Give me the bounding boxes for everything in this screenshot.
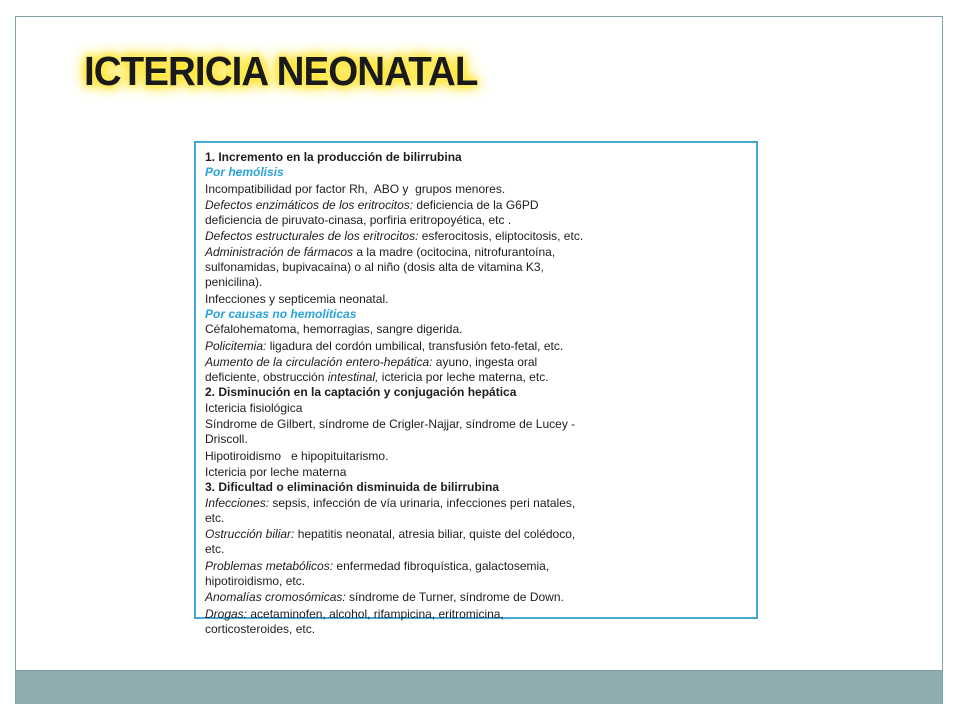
infecciones-3-text: sepsis, infección de vía urinaria, infecciones peri natales, — [269, 495, 576, 510]
anomalias-item — [205, 590, 756, 605]
footer-bar — [16, 670, 942, 704]
farmacos-item-cont-2: penicilina). — [205, 275, 263, 290]
enzim-text: deficiencia de la G6PD — [413, 197, 539, 212]
circulacion-text-b: intestinal, — [327, 370, 379, 385]
anomalias-text: síndrome de Turner, síndrome de Down. — [345, 590, 564, 605]
gilbert-item: Síndrome de Gilbert, síndrome de Crigler-Najjar, síndrome de Lucey - — [205, 417, 576, 432]
policitemia-label: Policitemia: — [205, 338, 267, 353]
estruct-text: esferocitosis, eliptocitosis, etc. — [418, 229, 584, 244]
metabolicos-label: Problemas metabólicos: — [205, 558, 334, 573]
anomalias-label: Anomalías cromosómicas: — [205, 590, 346, 605]
obstruccion-item-cont: etc. — [205, 542, 225, 557]
farmacos-item-cont-1: sulfonamidas, bupivacaína) o al niño (dosis alta de vitamina K3, — [205, 260, 544, 275]
metabolicos-item — [205, 559, 756, 574]
farmacos-item — [205, 245, 756, 260]
estruct-item — [205, 229, 756, 244]
infecciones-3-item-cont: etc. — [205, 510, 225, 525]
enzim-label: Defectos enzimáticos de los eritrocitos: — [205, 197, 414, 212]
drogas-item — [205, 607, 756, 622]
cefalo-item: Céfalohematoma, hemorragias, sangre digerida. — [205, 322, 463, 337]
drogas-text: acetaminofen, alcohol, rifampicina, eritromicina, — [247, 606, 504, 621]
causes-table — [194, 141, 758, 636]
leche-item: Ictericia por leche materna — [205, 464, 347, 479]
circulacion-text-c: ictericia por leche materna, etc. — [378, 370, 549, 385]
circulacion-text: ayuno, ingesta oral — [432, 354, 538, 369]
metabolicos-text: enfermedad fibroquística, galactosemia, — [333, 558, 550, 573]
gilbert-item-cont: Driscoll. — [205, 432, 248, 447]
circulacion-item-cont — [205, 370, 756, 385]
obstruccion-text: hepatitis neonatal, atresia biliar, quiste del colédoco, — [294, 527, 576, 542]
farmacos-text: a la madre (ocitocina, nitrofurantoína, — [353, 244, 556, 259]
obstruccion-item — [205, 527, 756, 542]
circulacion-label: Aumento de la circulación entero-hepática: — [205, 354, 433, 369]
drogas-label: Drogas: — [205, 606, 248, 621]
policitemia-item — [205, 339, 756, 354]
circulacion-text-a: deficiente, obstrucción — [205, 370, 328, 385]
subheading-hemolisis: Por hemólisis — [205, 165, 284, 180]
slide-title: ICTERICIA NEONATAL — [84, 48, 478, 94]
infecciones-item: Infecciones y septicemia neonatal. — [205, 291, 389, 306]
infecciones-3-item — [205, 496, 756, 511]
section-3-heading: 3. Dificultad o eliminación disminuida de bilirrubina — [205, 480, 500, 495]
policitemia-text: ligadura del cordón umbilical, transfusión feto-fetal, etc. — [266, 338, 564, 353]
section-1-heading: 1. Incremento en la producción de bilirrubina — [205, 150, 462, 164]
farmacos-label: Administración de fármacos — [205, 244, 354, 259]
estruct-label: Defectos estructurales de los eritrocitos: — [205, 229, 419, 244]
circulacion-item — [205, 355, 756, 370]
drogas-item-cont: corticosteroides, etc. — [205, 621, 316, 636]
hipotiroidismo-item: Hipotiroidismo e hipopituitarismo. — [205, 448, 389, 463]
subheading-no-hemoliticas: Por causas no hemolíticas — [205, 306, 357, 321]
enzim-item — [205, 198, 756, 213]
obstruccion-label: Ostrucción biliar: — [205, 527, 295, 542]
section-2-heading: 2. Disminución en la captación y conjugación hepática — [205, 385, 517, 400]
metabolicos-item-cont: hipotiroidismo, etc. — [205, 574, 306, 589]
rh-item: Incompatibilidad por factor Rh, ABO y grupos menores. — [205, 181, 506, 196]
fisiologica-item: Ictericia fisiológica — [205, 400, 303, 415]
enzim-item-cont: deficiencia de piruvato-cinasa, porfiria eritropoyética, etc . — [205, 213, 512, 228]
infecciones-3-label: Infecciones: — [205, 495, 270, 510]
